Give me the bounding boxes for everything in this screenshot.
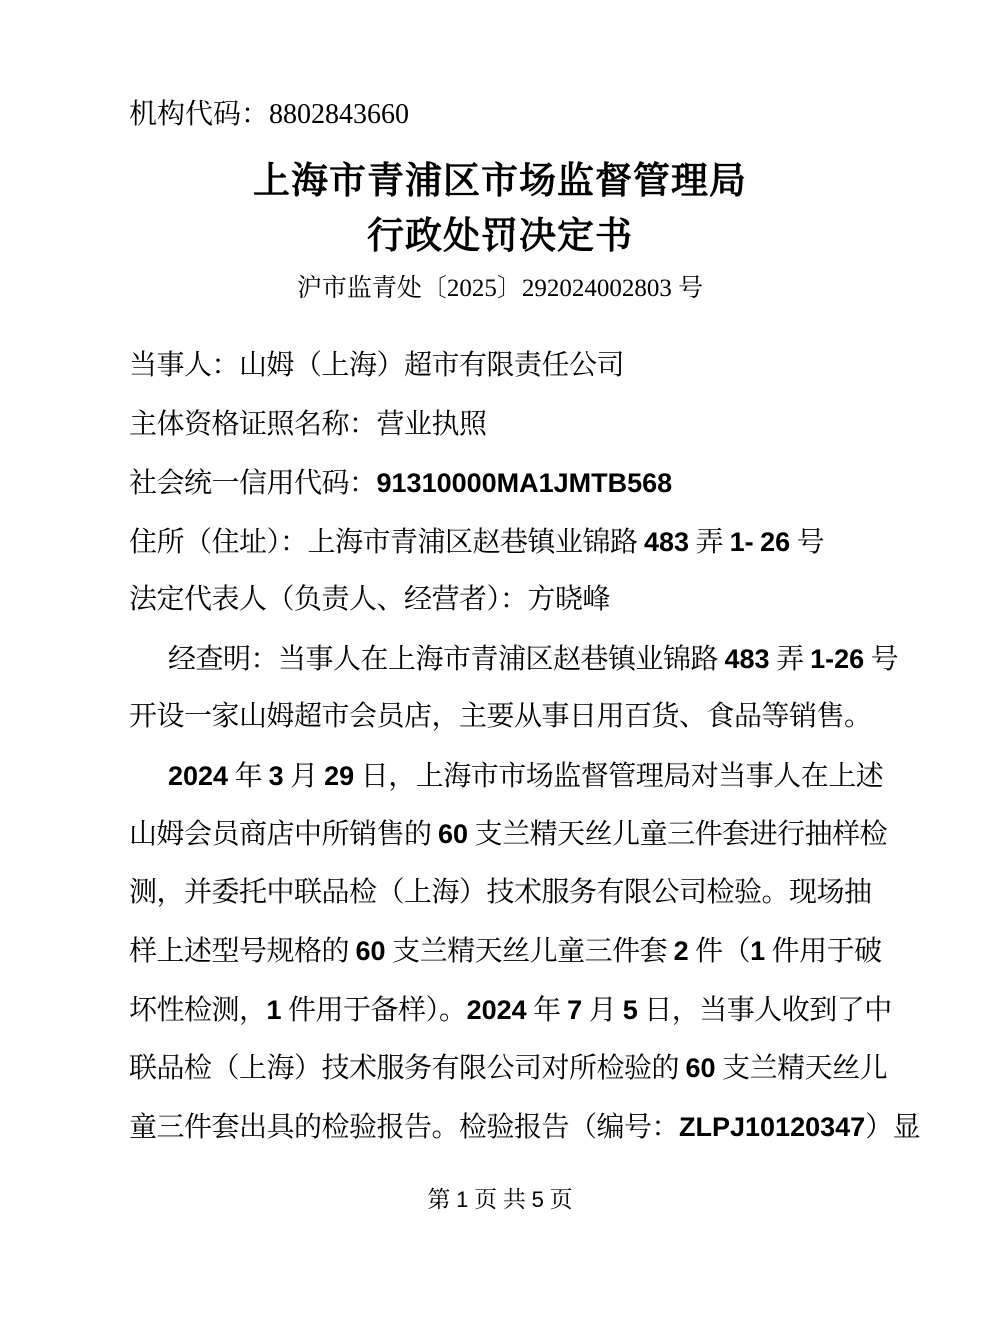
body-line-legal-representative: 法定代表人（负责人、经营者）：方晓峰 bbox=[129, 584, 611, 615]
body-line-address: 住所（住址）：上海市青浦区赵巷镇业锦路 483 弄 1- 26 号 bbox=[129, 526, 825, 558]
body-line-inspection-7: 童三件套出具的检验报告。检验报告（编号：ZLPJ10120347）显 bbox=[129, 1111, 921, 1143]
body-line-inspection-4: 样上述型号规格的 60 支兰精天丝儿童三件套 2 件（1 件用于破 bbox=[129, 936, 882, 967]
body-line-inspection-2: 山姆会员商店中所销售的 60 支兰精天丝儿童三件套进行抽样检 bbox=[129, 819, 888, 850]
document-title-line1: 上海市青浦区市场监督管理局 bbox=[253, 161, 747, 202]
body-line-credit-code: 社会统一信用代码：91310000MA1JMTB568 bbox=[129, 468, 673, 499]
document-title bbox=[0, 154, 1000, 264]
org-code-line: 机构代码：8802843660 bbox=[129, 99, 410, 130]
page-footer: 第 1 页 共 5 页 bbox=[427, 1187, 573, 1212]
body-line-findings-1: 经查明：当事人在上海市青浦区赵巷镇业锦路 483 弄 1-26 号 bbox=[168, 643, 899, 675]
body-line-inspection-6: 联品检（上海）技术服务有限公司对所检验的 60 支兰精天丝儿 bbox=[129, 1053, 888, 1084]
body-line-inspection-1: 2024 年 3 月 29 日，上海市市场监督管理局对当事人在上述 bbox=[168, 760, 884, 792]
body-line-findings-2: 开设一家山姆超市会员店，主要从事日用百货、食品等销售。 bbox=[129, 701, 872, 732]
body-line-license-name: 主体资格证照名称：营业执照 bbox=[129, 408, 487, 440]
body-line-party: 当事人：山姆（上海）超市有限责任公司 bbox=[129, 350, 625, 381]
body-line-inspection-5: 坏性检测，1 件用于备样）。2024 年 7 月 5 日，当事人收到了中 bbox=[129, 994, 892, 1026]
body-line-inspection-3: 测，并委托中联品检（上海）技术服务有限公司检验。现场抽 bbox=[129, 876, 872, 908]
document-body bbox=[129, 337, 921, 1156]
document-number: 沪市监青处〔2025〕292024002803 号 bbox=[296, 275, 704, 302]
document-title-line2: 行政处罚决定书 bbox=[367, 216, 633, 257]
